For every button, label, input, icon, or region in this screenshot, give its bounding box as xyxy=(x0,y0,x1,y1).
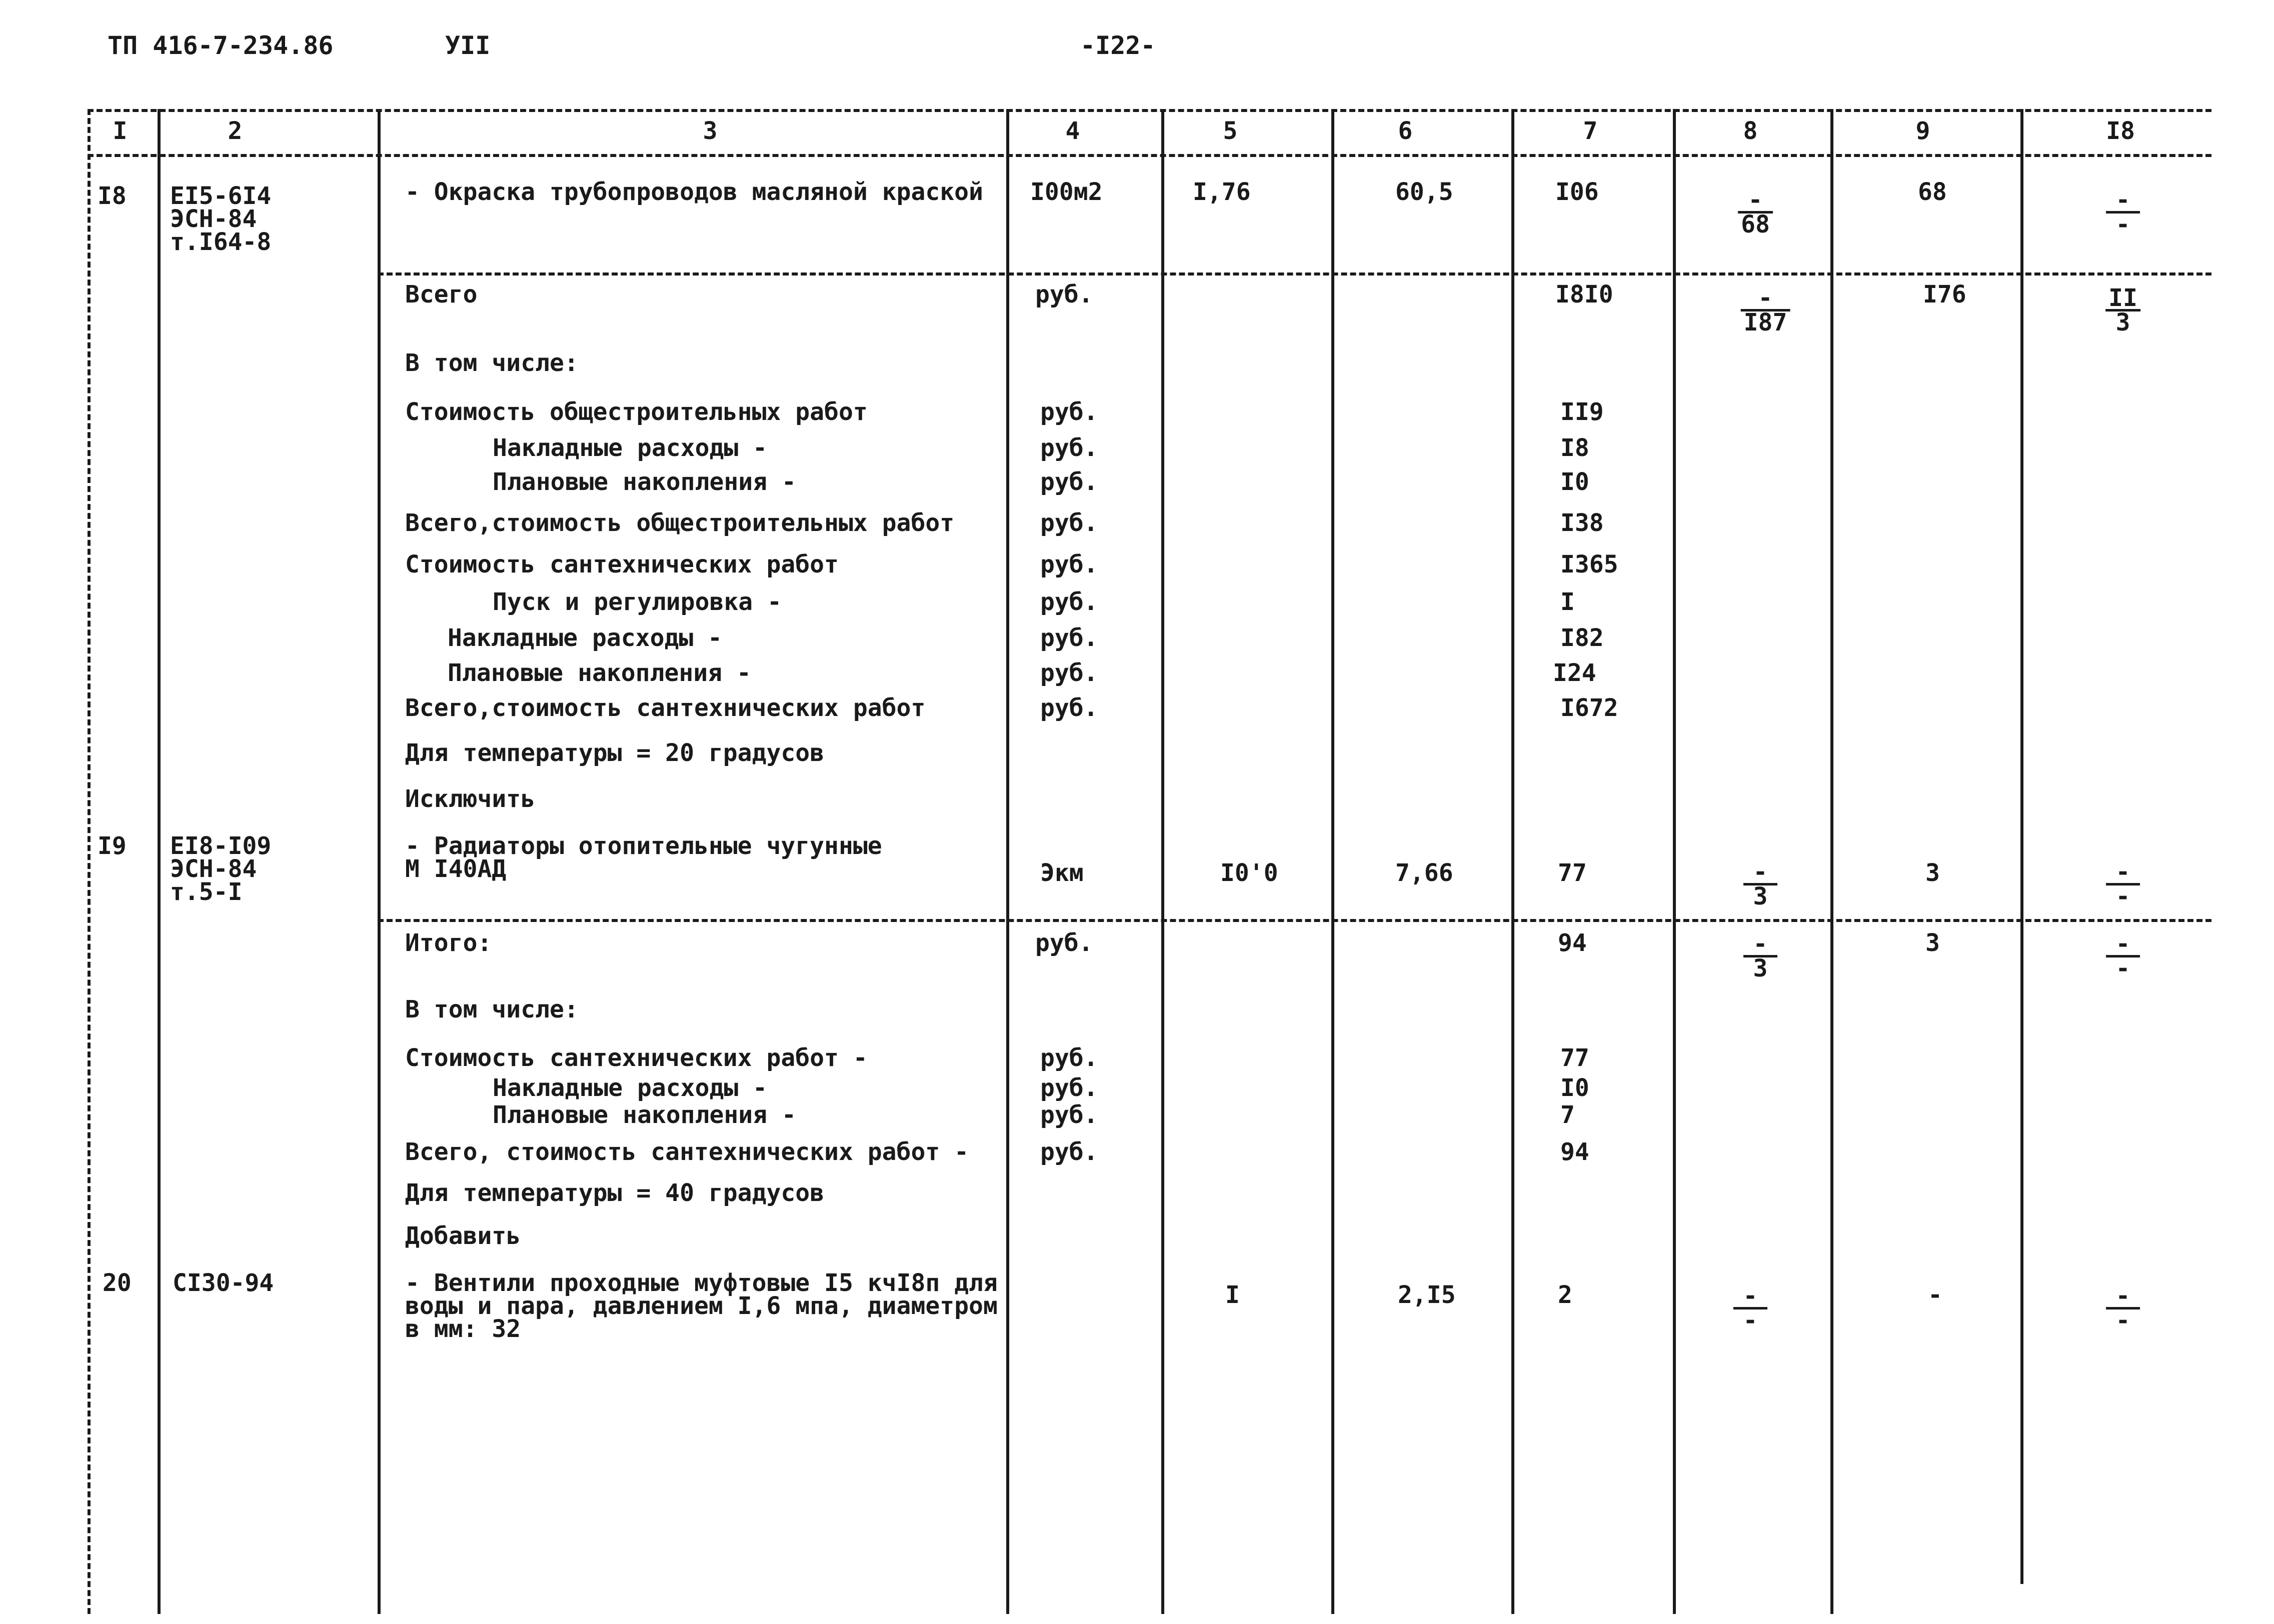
summary1-line-2-value: I8 xyxy=(1560,434,1589,462)
row19-quantity: I0'0 xyxy=(1220,859,1278,887)
grid-line-10 xyxy=(2020,109,2023,1584)
row20-col10-numerator: - xyxy=(2106,1285,2140,1310)
row19-total: 77 xyxy=(1558,859,1587,887)
row19-code-line-1: EI8-I09 xyxy=(170,832,272,860)
column-header-3: 3 xyxy=(703,117,718,145)
summary1-line-7-value: I82 xyxy=(1560,624,1604,652)
column-header-6: 6 xyxy=(1398,117,1413,145)
row18-bottom-rule xyxy=(378,272,2211,276)
summary1-line-3-label: Плановые накопления - xyxy=(493,468,796,496)
summary1-line-2-unit: руб. xyxy=(1040,434,1098,462)
row19-number: I9 xyxy=(98,832,127,860)
summary1-line-1-unit: руб. xyxy=(1040,398,1098,426)
row19-col10-fraction xyxy=(2106,858,2140,910)
row18-code-line-2: ЭСН-84 xyxy=(170,205,257,233)
row19-col9: 3 xyxy=(1925,859,1940,887)
row18-col9: 68 xyxy=(1918,178,1947,206)
summary2-line-4-value: 94 xyxy=(1560,1138,1589,1166)
summary1-total-value: I8I0 xyxy=(1555,280,1613,308)
summary1-col10-denominator: 3 xyxy=(2115,308,2130,336)
row19-col8-fraction xyxy=(1743,858,1777,910)
summary1-line-8-unit: руб. xyxy=(1040,659,1098,687)
summary2-action: Добавить xyxy=(405,1222,521,1250)
summary1-col9: I76 xyxy=(1923,280,1966,308)
summary2-line-3-label: Плановые накопления - xyxy=(493,1101,796,1129)
summary1-line-7-label: Накладные расходы - xyxy=(448,624,723,652)
row20-col8-denominator: - xyxy=(1743,1306,1758,1334)
summary1-line-7-unit: руб. xyxy=(1040,624,1098,652)
summary1-line-5-unit: руб. xyxy=(1040,550,1098,578)
summary1-line-6-value: I xyxy=(1560,588,1575,616)
row20-quantity: I xyxy=(1225,1281,1240,1309)
summary2-total-label: Итого: xyxy=(405,929,492,957)
summary1-line-4-value: I38 xyxy=(1560,509,1604,537)
row18-col10-fraction xyxy=(2106,186,2140,238)
row19-unit-price: 7,66 xyxy=(1395,859,1453,887)
column-header-8: 8 xyxy=(1743,117,1758,145)
summary1-line-3-value: I0 xyxy=(1560,468,1589,496)
row19-col8-numerator: - xyxy=(1743,861,1777,886)
summary1-line-2-label: Накладные расходы - xyxy=(493,434,768,462)
summary1-total-label: Всего xyxy=(405,280,478,308)
row20-col9: - xyxy=(1928,1281,1942,1309)
summary1-line-5-value: I365 xyxy=(1560,550,1618,578)
grid-line-1 xyxy=(88,109,91,1614)
column-header-7: 7 xyxy=(1583,117,1598,145)
row19-code-line-2: ЭСН-84 xyxy=(170,855,257,883)
row18-unit: I00м2 xyxy=(1030,178,1103,206)
row19-unit: Экм xyxy=(1040,859,1084,887)
grid-line-5 xyxy=(1161,109,1164,1614)
summary2-total-unit: руб. xyxy=(1035,929,1093,957)
page-number: -I22- xyxy=(1080,31,1156,60)
summary1-line-6-unit: руб. xyxy=(1040,588,1098,616)
row19-col8-denominator: 3 xyxy=(1753,882,1768,910)
row18-quantity: I,76 xyxy=(1193,178,1251,206)
summary2-line-3-value: 7 xyxy=(1560,1101,1575,1129)
summary1-line-3-unit: руб. xyxy=(1040,468,1098,496)
summary2-including: В том числе: xyxy=(405,996,579,1024)
row19-description-line-2: М I40АД xyxy=(405,855,507,883)
summary1-col8-denominator: I87 xyxy=(1743,308,1787,336)
summary2-line-1-value: 77 xyxy=(1560,1044,1589,1072)
summary2-line-4-label: Всего, стоимость сантехнических работ - xyxy=(405,1138,969,1166)
summary2-line-2-unit: руб. xyxy=(1040,1074,1098,1102)
grid-line-3 xyxy=(378,109,381,1614)
summary1-temperature: Для температуры = 20 градусов xyxy=(405,739,825,767)
summary2-col8-fraction xyxy=(1743,930,1777,982)
row18-col8-numerator: - xyxy=(1738,189,1773,214)
column-header-9: 9 xyxy=(1915,117,1930,145)
summary1-line-6-label: Пуск и регулировка - xyxy=(493,588,782,616)
summary2-line-3-unit: руб. xyxy=(1040,1101,1098,1129)
row20-unit-price: 2,I5 xyxy=(1398,1281,1456,1309)
grid-line-9 xyxy=(1830,109,1833,1614)
summary2-col10-denominator: - xyxy=(2115,954,2130,982)
row18-col8-denominator: 68 xyxy=(1741,210,1770,238)
document-code: ТП 416-7-234.86 xyxy=(108,31,334,60)
album-number: УII xyxy=(445,31,491,60)
grid-line-4 xyxy=(1006,109,1009,1614)
grid-line-2 xyxy=(158,109,161,1614)
grid-line-7 xyxy=(1511,109,1514,1614)
row18-unit-price: 60,5 xyxy=(1395,178,1453,206)
summary2-temperature: Для температуры = 40 градусов xyxy=(405,1179,825,1207)
summary1-line-8-label: Плановые накопления - xyxy=(448,659,751,687)
row18-number: I8 xyxy=(98,182,127,210)
summary1-line-4-label: Всего,стоимость общестроительных работ xyxy=(405,509,955,537)
summary1-line-1-label: Стоимость общестроительных работ xyxy=(405,398,868,426)
row20-total: 2 xyxy=(1558,1281,1572,1309)
row19-col10-numerator: - xyxy=(2106,861,2140,886)
column-header-10: I8 xyxy=(2106,117,2135,145)
row18-col10-denominator: - xyxy=(2115,210,2130,238)
summary1-col10-fraction xyxy=(2105,284,2140,336)
summary2-col9: 3 xyxy=(1925,929,1940,957)
column-header-2: 2 xyxy=(228,117,243,145)
summary1-line-5-label: Стоимость сантехнических работ xyxy=(405,550,839,578)
summary2-col10-fraction xyxy=(2106,930,2140,982)
summary1-line-9-label: Всего,стоимость сантехнических работ xyxy=(405,694,926,722)
summary1-total-unit: руб. xyxy=(1035,280,1093,308)
summary1-line-9-unit: руб. xyxy=(1040,694,1098,722)
summary1-col8-fraction xyxy=(1741,284,1790,336)
row19-col10-denominator: - xyxy=(2115,882,2130,910)
row20-description-line-2: воды и пара, давлением I,6 мпа, диаметром xyxy=(405,1292,998,1320)
column-header-1: I xyxy=(113,117,128,145)
summary2-col8-denominator: 3 xyxy=(1753,954,1768,982)
column-header-4: 4 xyxy=(1065,117,1080,145)
row18-total: I06 xyxy=(1555,178,1599,206)
row20-description-line-3: в мм: 32 xyxy=(405,1315,521,1343)
summary1-line-9-value: I672 xyxy=(1560,694,1618,722)
row18-code-line-1: EI5-6I4 xyxy=(170,182,272,210)
summary2-line-4-unit: руб. xyxy=(1040,1138,1098,1166)
table-top-rule xyxy=(88,109,2211,112)
summary1-col8-numerator: - xyxy=(1741,287,1790,312)
row20-number: 20 xyxy=(103,1269,132,1297)
row18-code-line-3: т.I64-8 xyxy=(170,228,272,256)
row18-col10-numerator: - xyxy=(2106,189,2140,214)
grid-line-6 xyxy=(1331,109,1334,1614)
summary2-line-1-unit: руб. xyxy=(1040,1044,1098,1072)
summary1-line-4-unit: руб. xyxy=(1040,509,1098,537)
row19-code-line-3: т.5-I xyxy=(170,878,243,906)
row20-col10-denominator: - xyxy=(2115,1306,2130,1334)
row18-col8-fraction xyxy=(1738,186,1773,238)
summary1-col10-numerator: II xyxy=(2105,287,2140,312)
summary1-action: Исключить xyxy=(405,785,536,813)
row20-col8-fraction xyxy=(1733,1282,1767,1334)
row19-bottom-rule xyxy=(378,919,2211,922)
summary2-line-2-value: I0 xyxy=(1560,1074,1589,1102)
summary1-including: В том числе: xyxy=(405,349,579,377)
column-header-5: 5 xyxy=(1223,117,1238,145)
grid-line-8 xyxy=(1673,109,1676,1614)
row20-col8-numerator: - xyxy=(1733,1285,1767,1310)
row18-description: - Окраска трубопроводов масляной краской xyxy=(405,178,983,206)
summary2-line-2-label: Накладные расходы - xyxy=(493,1074,768,1102)
summary2-col10-numerator: - xyxy=(2106,933,2140,958)
row20-code: CI30-94 xyxy=(173,1269,274,1297)
row20-col10-fraction xyxy=(2106,1282,2140,1334)
summary2-col8-numerator: - xyxy=(1743,933,1777,958)
header-bottom-rule xyxy=(88,154,2211,157)
summary2-total-value: 94 xyxy=(1558,929,1587,957)
summary1-line-8-value: I24 xyxy=(1553,659,1596,687)
summary2-line-1-label: Стоимость сантехнических работ - xyxy=(405,1044,868,1072)
summary1-line-1-value: II9 xyxy=(1560,398,1604,426)
row19-description-line-1: - Радиаторы отопительные чугунные xyxy=(405,832,882,860)
row20-description-line-1: - Вентили проходные муфтовые I5 кчI8п для xyxy=(405,1269,998,1297)
